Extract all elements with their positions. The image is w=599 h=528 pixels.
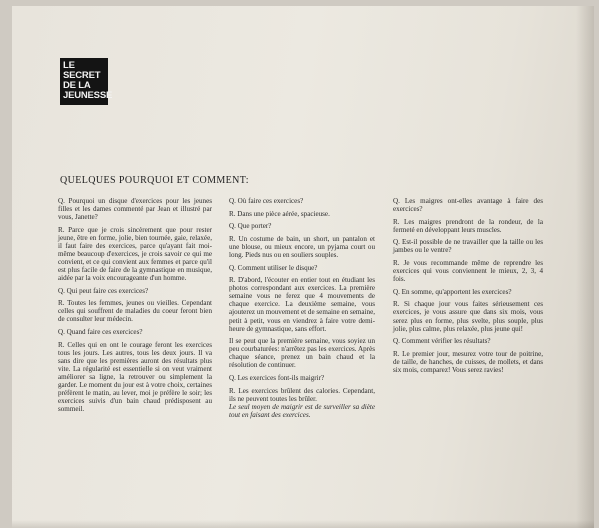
text-column-2: [229, 197, 375, 423]
answer: R. Dans une pièce aérée, spacieuse.: [229, 209, 330, 218]
logo-line: DE LA: [63, 80, 91, 91]
text-column-1: [58, 197, 212, 418]
answer: R. Si chaque jour vous faites sérieusement ces exercices, je vous assure que dans six mois, vous serez plus en forme, plus svelte, plus souple, plus jolie, plus calme, plus relaxée, plus jeune qui!: [393, 300, 543, 333]
page-bottom-shadow: [12, 520, 594, 528]
answer: R. D'abord, l'écouter en entier tout en étudiant les photos correspondant aux exercices. La première semaine vous ne ferez que 4 mouvements de chaque exercice. La deuxième semaine, vous ajouterez un mouvement et de semaine en semaine, petit à petit, vous en viendrez à faire votre demi-heure de gymnastique, sans effort.: [229, 276, 375, 333]
question: Q. Quand faire ces exercices?: [58, 328, 143, 337]
section-heading: QUELQUES POURQUOI ET COMMENT:: [60, 175, 249, 186]
answer: R. Je vous recommande même de reprendre les exercices qui vous conviennent le mieux, 2, 3, 4 fois.: [393, 259, 543, 284]
answer: R. Un costume de bain, un short, un pantalon et une blouse, ou mieux encore, un pyjama court ou long. Pieds nus ou en souliers souples.: [229, 234, 375, 260]
question: Q. Comment utiliser le disque?: [229, 263, 318, 272]
question: Q. Que porter?: [229, 222, 272, 231]
answer-continued: Il se peut que la première semaine, vous soyiez un peu courbaturées: n'arrêtez pas les exercices. Après chaque séance, prenez un bain chaud et la résolution de continuer.: [229, 337, 375, 370]
question: Q. En somme, qu'apportent les exercices?: [393, 287, 512, 296]
logo-line: SECRET: [63, 70, 101, 81]
title-logo: [60, 58, 113, 105]
question: Q. Pourquoi un disque d'exercices pour les jeunes filles et les dames commenté par Jean et illustré par vous, Janette?: [58, 197, 212, 222]
answer: R. Celles qui en ont le courage feront les exercices tous les jours. Les autres, tous les deux jours. Il va sans dire que les premières auront des résultats plus vite. La régularité est essentielle si on veut vraiment améliorer sa ligne, la retrouver ou simplement la garder. Le moment du jour est à votre choix, certaines préfèrent le matin, au lever, moi je préfère le soir; les exercices suivis d'un bain chaud prédisposent au sommeil.: [58, 340, 212, 414]
answer: R. Le premier jour, mesurez votre tour de poitrine, de taille, de hanches, de cuisses, de mollets, et dans six mois, comparez! Vous serez ravies!: [393, 349, 543, 374]
answer: R. Les maigres prendront de la rondeur, de la fermeté en développant leurs muscles.: [393, 217, 543, 234]
question: Q. Est-il possible de ne travailler que la taille ou les jambes ou le ventre?: [393, 238, 543, 255]
answer: R. Les exercices brûlent des calories. Cependant, ils ne peuvent toutes les brûler.: [229, 386, 375, 403]
logo-line: JEUNESSE: [63, 90, 113, 101]
question: Q. Qui peut faire ces exercices?: [58, 286, 149, 295]
question: Q. Comment vérifier les résultats?: [393, 337, 491, 346]
question: Q. Où faire ces exercices?: [229, 197, 304, 205]
question: Q. Les exercices font-ils maigrir?: [229, 374, 325, 382]
answer: R. Parce que je crois sincèrement que pour rester jeune, être en forme, jolie, bien tournée, gaie, relaxée, il faut faire des exercices, parce qu'ayant fait moi-même beaucoup d'exercices, je crois savoir ce qui me convient, et ce qui convient aux femmes et parce qu'il est plus facile de faire de la gymnastique en musique, aidée par la voix encourageante d'un homme.: [58, 225, 212, 283]
logo-line: LE: [63, 60, 75, 71]
page-edge-shadow: [576, 6, 594, 528]
answer: R. Toutes les femmes, jeunes ou vieilles. Cependant celles qui souffrent de maladies du coeur feront bien de consulter leur médecin.: [58, 299, 212, 324]
answer-italic-note: Le seul moyen de maigrir est de surveiller sa diète tout en faisant des exercices.: [229, 402, 375, 419]
question: Q. Les maigres ont-elles avantage à faire des exercices?: [393, 197, 543, 214]
text-column-3: [393, 197, 543, 379]
